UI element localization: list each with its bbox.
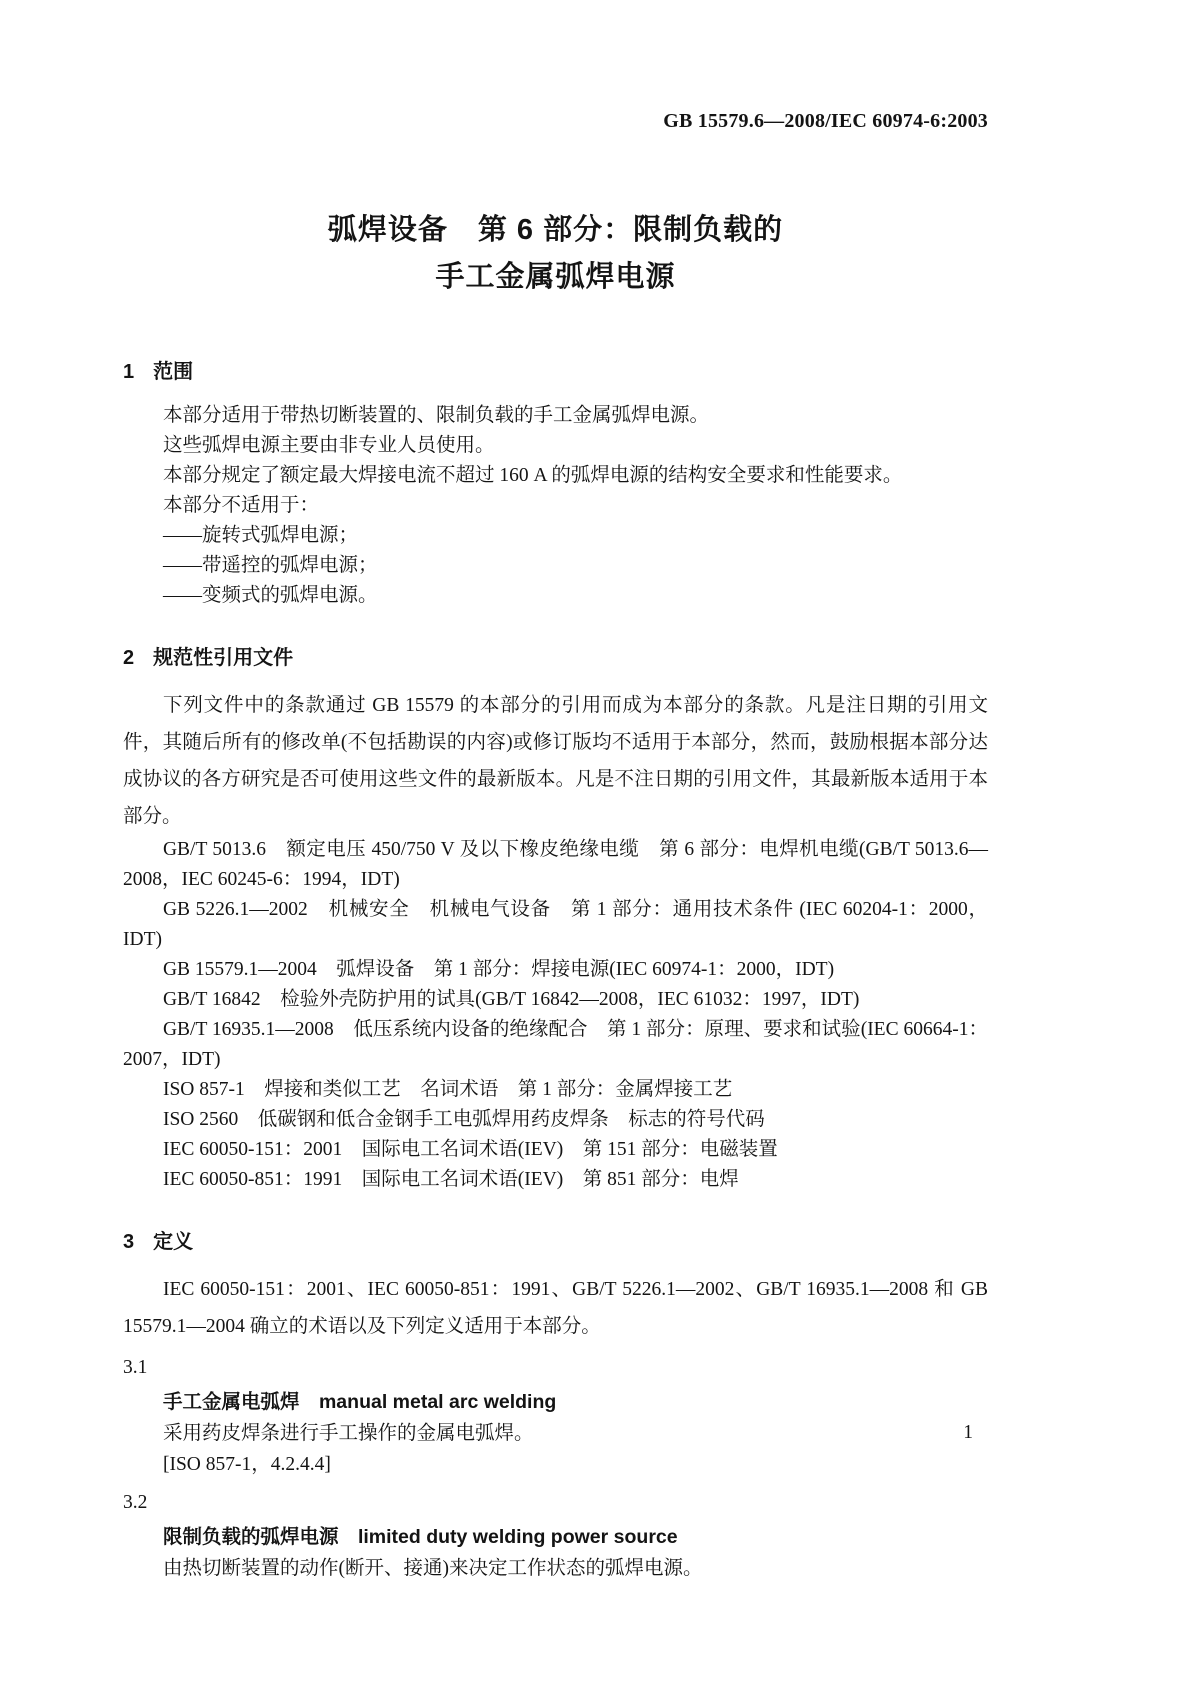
reference-entry: GB 15579.1—2004 弧焊设备 第 1 部分：焊接电源(IEC 60974-1：2000，IDT)	[162, 959, 835, 980]
reference-entry: IEC 60050-851：1991 国际电工名词术语(IEV) 第 851 部分：电焊	[162, 1169, 739, 1190]
section-title: 定义	[153, 1231, 194, 1253]
term-number: 3.1	[123, 1357, 148, 1378]
paragraph: 这些弧焊电源主要由非专业人员使用。	[162, 435, 495, 456]
dash-list-item: ——旋转式弧焊电源；	[162, 525, 358, 546]
paragraph: 本部分规定了额定最大焊接电流不超过 160 A 的弧焊电源的结构安全要求和性能要求。	[162, 465, 903, 486]
section-definitions-heading	[123, 1229, 988, 1255]
standard-number-header: GB 15579.6—2008/IEC 60974-6:2003	[663, 110, 988, 132]
paragraph: 下列文件中的条款通过 GB 15579 的本部分的引用而成为本部分的条款。凡是注日期的引用文件，其随后所有的修改单(不包括勘误的内容)或修订版均不适用于本部分，然而，鼓励根据本部分达成协议的各方研究是否可使用这些文件的最新版本。凡是不注日期的引用文件，其最新版本适用于本部分。	[123, 695, 988, 827]
section-references-heading	[123, 645, 988, 671]
dash-list-item: ——变频式的弧焊电源。	[162, 585, 378, 606]
reference-entry: ISO 2560 低碳钢和低合金钢手工电弧焊用药皮焊条 标志的符号代码	[162, 1109, 765, 1130]
reference-entry: GB/T 16935.1—2008 低压系统内设备的绝缘配合 第 1 部分：原理、要求和试验(IEC 60664-1：2007，IDT)	[123, 1019, 988, 1070]
term-name: 限制负载的弧焊电源 limited duty welding power source	[162, 1526, 678, 1548]
term-source: [ISO 857-1，4.2.4.4]	[162, 1454, 331, 1475]
section-title: 范围	[153, 361, 194, 383]
paragraph: 本部分适用于带热切断装置的、限制负载的手工金属弧焊电源。	[162, 405, 709, 426]
section-scope-heading	[123, 359, 988, 385]
document-title-line2: 手工金属弧焊电源	[435, 261, 676, 293]
reference-entry: ISO 857-1 焊接和类似工艺 名词术语 第 1 部分：金属焊接工艺	[162, 1079, 733, 1100]
document-title-line1: 弧焊设备 第 6 部分：限制负载的	[327, 214, 784, 246]
paragraph: 本部分不适用于：	[162, 495, 319, 516]
section-title: 规范性引用文件	[153, 647, 294, 669]
section-number: 3	[123, 1231, 135, 1253]
reference-entry: GB 5226.1—2002 机械安全 机械电气设备 第 1 部分：通用技术条件 (IEC 60204-1：2000，IDT)	[123, 899, 988, 950]
term-definition: 采用药皮焊条进行手工操作的金属电弧焊。	[162, 1423, 534, 1444]
page-number: 1	[963, 1422, 973, 1443]
section-number: 2	[123, 647, 135, 669]
section-normative-references	[123, 645, 988, 1195]
term-entry	[123, 1353, 988, 1480]
reference-entry: IEC 60050-151：2001 国际电工名词术语(IEV) 第 151 部分：电磁装置	[162, 1139, 778, 1160]
section-definitions	[123, 1229, 988, 1584]
reference-entry: GB/T 5013.6 额定电压 450/750 V 及以下橡皮绝缘电缆 第 6 部分：电焊机电缆(GB/T 5013.6—2008，IEC 60245-6：1994，IDT)	[123, 839, 988, 890]
term-entry	[123, 1488, 988, 1584]
term-number: 3.2	[123, 1492, 148, 1513]
term-name: 手工金属电弧焊 manual metal arc welding	[162, 1391, 557, 1413]
section-number: 1	[123, 361, 135, 383]
paragraph: IEC 60050-151：2001、IEC 60050-851：1991、GB/T 5226.1—2002、GB/T 16935.1—2008 和 GB 15579.1—2004 确立的术语以及下列定义适用于本部分。	[123, 1279, 988, 1337]
document-title	[123, 207, 988, 301]
reference-entry: GB/T 16842 检验外壳防护用的试具(GB/T 16842—2008，IEC 61032：1997，IDT)	[162, 989, 860, 1010]
section-scope	[123, 359, 988, 611]
term-definition: 由热切断装置的动作(断开、接通)来决定工作状态的弧焊电源。	[162, 1558, 703, 1579]
dash-list-item: ——带遥控的弧焊电源；	[162, 555, 378, 576]
